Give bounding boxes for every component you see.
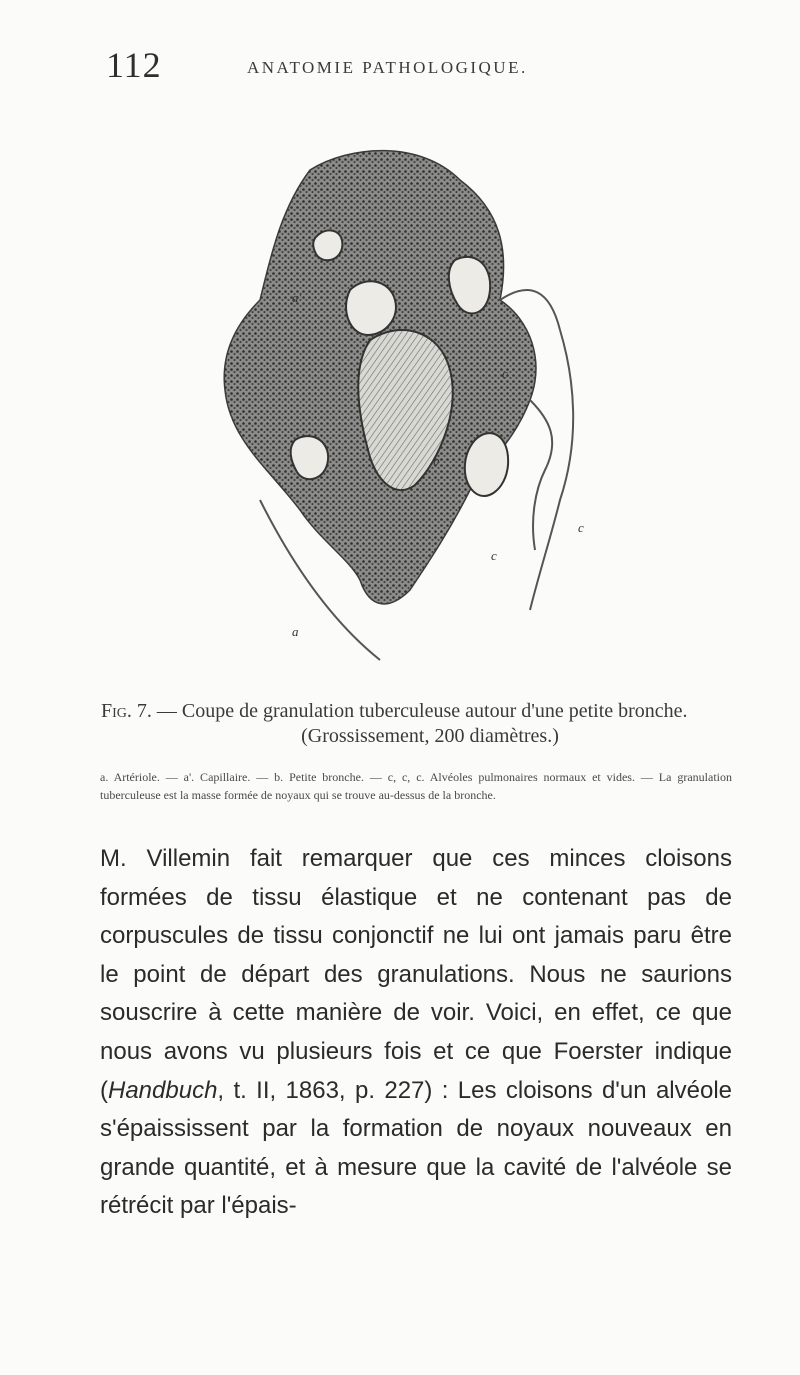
arteriole-lumen xyxy=(313,230,342,260)
body-text-part1: M. Villemin fait remarquer que ces minces cloisons formées de tissu élastique et ne contenant pas de corpuscules de tissu conjonctif ne lui ont jamais paru être le point de départ des granulations. Nous ne saurions souscrire à cette manière de voir. Voici, en effet, ce que nous avons vu plusieurs fois et ce que Foerster indique ( xyxy=(100,845,732,1104)
page-number: 112 xyxy=(106,45,162,85)
figure-label-c: c xyxy=(502,366,508,381)
citation-title: Handbuch xyxy=(108,1076,218,1104)
alveolar-septum-line xyxy=(530,400,552,550)
body-text-part2: , t. II, 1863, p. 227) : Les cloisons d'un alvéole s'épaississent par la formation de noyaux nouveaux en grande quantité, et à mesure que la cavité de l'alvéole se rétrécit par l'épais- xyxy=(100,1076,732,1220)
tissue-section-engraving xyxy=(200,140,620,695)
figure-label-c: c xyxy=(491,548,497,563)
body-paragraph xyxy=(100,840,732,1226)
figure-label-a-prime: a' xyxy=(292,290,302,305)
caption-title: — Coupe de granulation tuberculeuse autour d'une petite bronche. xyxy=(151,700,688,722)
figure-label-b: b xyxy=(433,453,440,468)
figure-label-c: c xyxy=(578,520,584,535)
page-header xyxy=(0,44,800,94)
figure-number: Fig. 7. xyxy=(101,700,152,722)
figure-label-a: a xyxy=(292,624,299,639)
running-head: ANATOMIE PATHOLOGIQUE. xyxy=(247,58,528,77)
figure-illustration xyxy=(200,140,620,695)
alveolus-lumen xyxy=(346,281,396,335)
caption-subtitle: (Grossissement, 200 diamètres.) xyxy=(301,725,559,747)
figure-legend: a. Artériole. — a'. Capillaire. — b. Petite bronche. — c, c, c. Alvéoles pulmonaires normaux et vides. — La granulation tuberculeuse est la masse formée de noyaux qui se trouve au-dessus de la bronche. xyxy=(100,770,732,802)
figure-caption xyxy=(100,700,740,748)
